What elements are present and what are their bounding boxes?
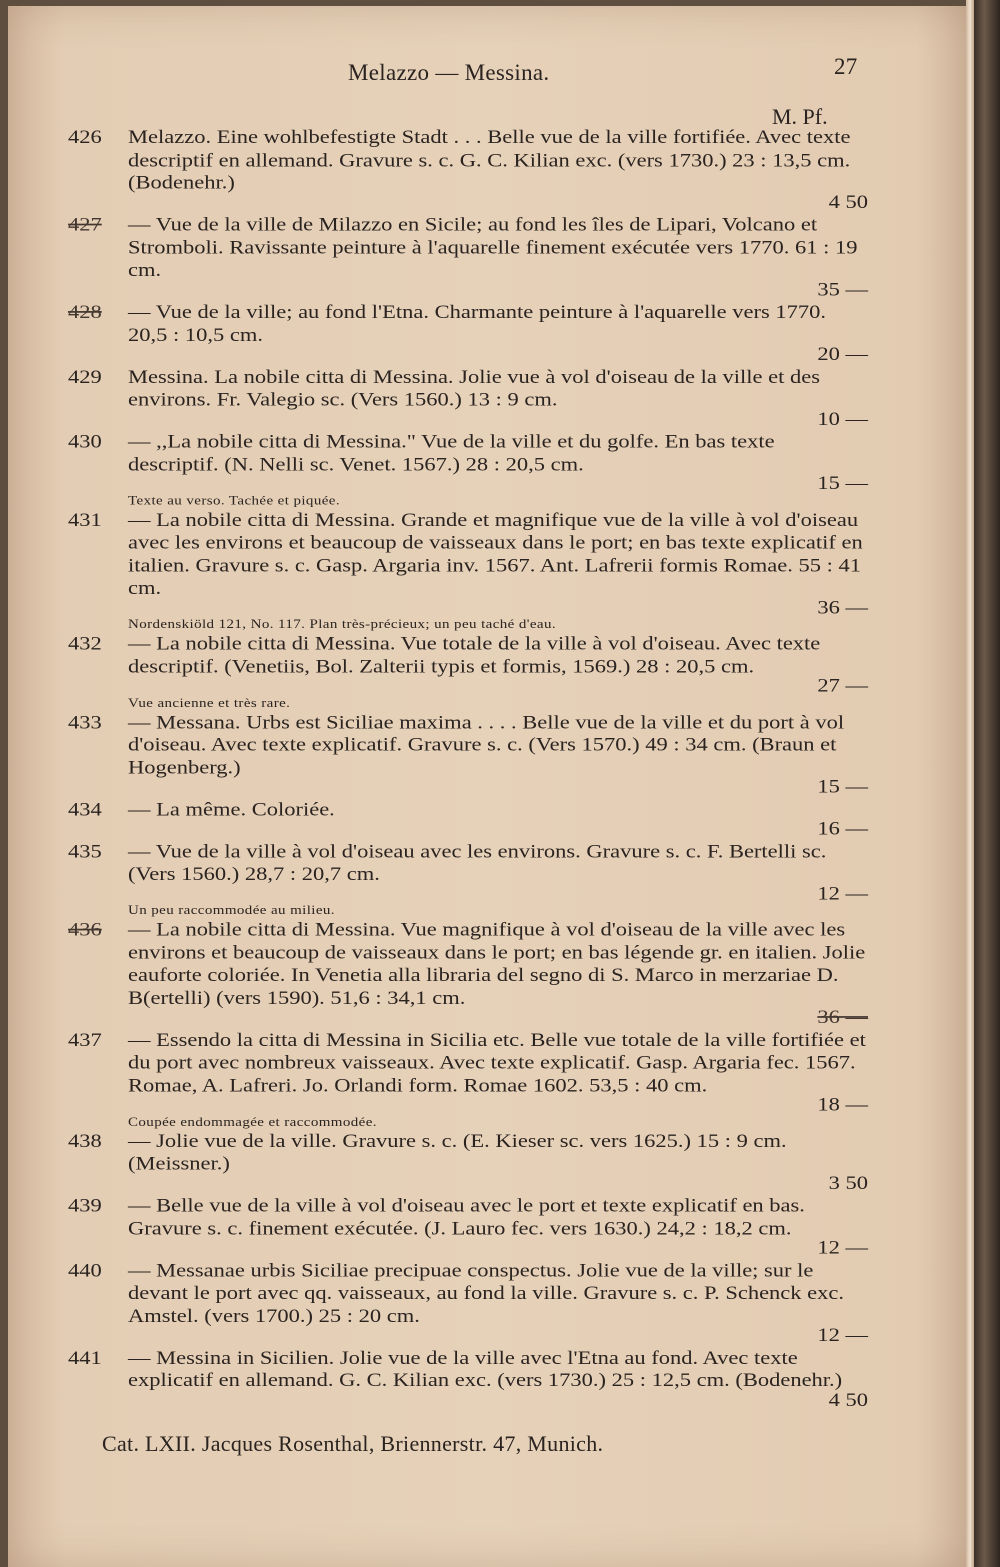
catalog-entry [68, 509, 868, 633]
catalog-entry [68, 126, 868, 213]
entry-price: 20 — [817, 342, 868, 365]
entry-note: Coupée endommagée et raccommodée. [128, 1115, 377, 1129]
catalog-entry [68, 711, 868, 798]
entry-number: 428 [68, 300, 102, 323]
catalog-entry [68, 213, 868, 300]
catalog-entry [68, 840, 868, 918]
entry-number: 439 [68, 1194, 102, 1216]
entry-price: 10 — [817, 407, 868, 429]
page-number: 27 [834, 54, 858, 79]
catalog-entry [68, 1259, 868, 1346]
entry-note: Texte au verso. Tachée et piquée. [128, 493, 340, 508]
entry-price: 16 — [817, 817, 868, 839]
entry-description: — La nobile citta di Messina. Vue totale de la ville à vol d'oiseau. Avec texte descriptif. (Venetiis, Bol. Zalterii typis et formis, 1569.) 28 : 20,5 cm. [128, 632, 821, 677]
entry-note: Un peu raccommodée au milieu. [128, 903, 335, 918]
catalog-entry [68, 798, 868, 840]
catalog-entry [68, 632, 868, 710]
entry-description: — Messana. Urbs est Siciliae maxima . . . . Belle vue de la ville et du port à vol d'oiseau. Avec texte explicatif. Gravure s. c. (Vers 1570.) 49 : 34 cm. (Braun et Hogenberg.) [128, 710, 845, 778]
entry-price: 4 50 [828, 190, 868, 213]
entry-price: 15 — [817, 472, 868, 494]
entry-description: — Messanae urbis Siciliae precipuae conspectus. Jolie vue de la ville; sur le devant le port avec qq. vaisseaux, au fond la ville. Gravure s. c. P. Schenck exc. Amstel. (vers 1700.) 25 : 20 cm. [128, 1258, 845, 1326]
entry-description: — Messina in Sicilien. Jolie vue de la ville avec l'Etna au fond. Avec texte explicatif en allemand. G. C. Kilian exc. (vers 1730.) 25 : 12,5 cm. (Bodenehr.) [128, 1346, 843, 1391]
entry-number: 440 [68, 1258, 102, 1281]
entry-number: 441 [68, 1346, 102, 1368]
entry-number: 437 [68, 1028, 102, 1050]
page-title: Melazzo — Messina. [348, 60, 550, 85]
entry-price: 4 50 [828, 1388, 868, 1410]
entry-price: 35 — [817, 278, 868, 300]
catalog-entry [68, 1346, 868, 1411]
entry-description: Melazzo. Eine wohlbefestigte Stadt . . . Belle vue de la ville fortifiée. Avec texte descriptif en allemand. Gravure s. c. G. C. Kilian exc. (vers 1730.) 23 : 13,5 cm. (Bodenehr.) [128, 126, 851, 193]
entry-note: Nordenskiöld 121, No. 117. Plan très-précieux; un peu taché d'eau. [128, 617, 557, 632]
entry-number: 435 [68, 840, 102, 862]
entry-description: — La nobile citta di Messina. Grande et magnifique vue de la ville à vol d'oiseau avec les environs et beaucoup de vaisseaux dans le port; en bas texte explicatif en italien. Gravure s. c. Gasp. Argaria inv. 1567. Ant. Lafrerii formis Romae. 55 : 41 cm. [128, 508, 863, 599]
entry-description: — Vue de la ville à vol d'oiseau avec les environs. Gravure s. c. F. Bertelli sc. (Vers 1560.) 28,7 : 20,7 cm. [128, 840, 827, 885]
entry-price: 12 — [817, 1236, 868, 1258]
entry-number: 436 [68, 918, 102, 940]
entry-price: 18 — [817, 1093, 868, 1115]
entry-description: — ,,La nobile citta di Messina." Vue de la ville et du golfe. En bas texte descriptif. (N. Nelli sc. Venet. 1567.) 28 : 20,5 cm. [128, 430, 775, 475]
catalog-entry [68, 301, 868, 366]
entry-number: 430 [68, 430, 102, 452]
catalog-page [8, 6, 974, 1567]
page-footer: Cat. LXII. Jacques Rosenthal, Briennerstr. 47, Munich. [102, 1431, 604, 1456]
catalog-entry [68, 430, 868, 508]
catalog-entry [68, 1029, 868, 1130]
price-column-head: M. Pf. [772, 104, 828, 129]
page-edge [966, 0, 974, 1567]
entry-number: 427 [68, 213, 102, 235]
entry-price: 12 — [817, 1323, 868, 1346]
entry-number: 432 [68, 632, 102, 654]
catalog-entry [68, 1194, 868, 1259]
entry-price: 12 — [817, 882, 868, 904]
catalog-entry [68, 1130, 868, 1195]
entry-number: 433 [68, 710, 102, 733]
entry-description: — Essendo la citta di Messina in Sicilia etc. Belle vue totale de la ville fortifiée et du port avec nombreux vaisseaux. Avec texte explicatif. Gasp. Argaria fec. 1567. Romae, A. Lafreri. Jo. Orlandi form. Romae 1602. 53,5 : 40 cm. [128, 1028, 866, 1096]
entry-list [68, 126, 868, 1411]
entry-description: — Jolie vue de la ville. Gravure s. c. (E. Kieser sc. vers 1625.) 15 : 9 cm. (Meissner.) [128, 1129, 787, 1174]
catalog-entry [68, 918, 868, 1028]
entry-description: — La nobile citta di Messina. Vue magnifique à vol d'oiseau de la ville avec les environs et beaucoup de vaisseaux dans le port; en bas légende gr. en italien. Jolie eauforte coloriée. In Venetia alla libraria del segno di S. Marco in merzariae D. B(ertelli) (vers 1590). 51,6 : 34,1 cm. [128, 918, 866, 1008]
entry-number: 431 [68, 508, 102, 530]
entry-price: 15 — [817, 775, 868, 797]
entry-description: Messina. La nobile citta di Messina. Jolie vue à vol d'oiseau de la ville et des environs. Fr. Valegio sc. (Vers 1560.) 13 : 9 cm. [128, 365, 821, 410]
entry-description: — La même. Coloriée. [128, 798, 335, 820]
entry-number: 426 [68, 126, 102, 148]
entry-number: 429 [68, 365, 102, 387]
entry-description: — Vue de la ville de Milazzo en Sicile; au fond les îles de Lipari, Volcano et Stromboli. Ravissante peinture à l'aquarelle finement exécutée vers 1770. 61 : 19 cm. [128, 213, 858, 281]
entry-note: Vue ancienne et très rare. [128, 696, 291, 710]
entry-description: — Vue de la ville; au fond l'Etna. Charmante peinture à l'aquarelle vers 1770. 20,5 : 10,5 cm. [128, 300, 826, 345]
entry-number: 438 [68, 1129, 102, 1152]
entry-price: 27 — [817, 674, 868, 696]
catalog-entry [68, 365, 868, 430]
entry-price: 3 50 [828, 1171, 868, 1194]
entry-price: 36 — [817, 595, 868, 618]
entry-price: 36 — [817, 1005, 868, 1028]
entry-number: 434 [68, 798, 102, 820]
book-spine [974, 0, 1000, 1567]
entry-description: — Belle vue de la ville à vol d'oiseau avec le port et texte explicatif en bas. Gravure s. c. finement exécutée. (J. Lauro fec. vers 1630.) 24,2 : 18,2 cm. [128, 1194, 805, 1239]
